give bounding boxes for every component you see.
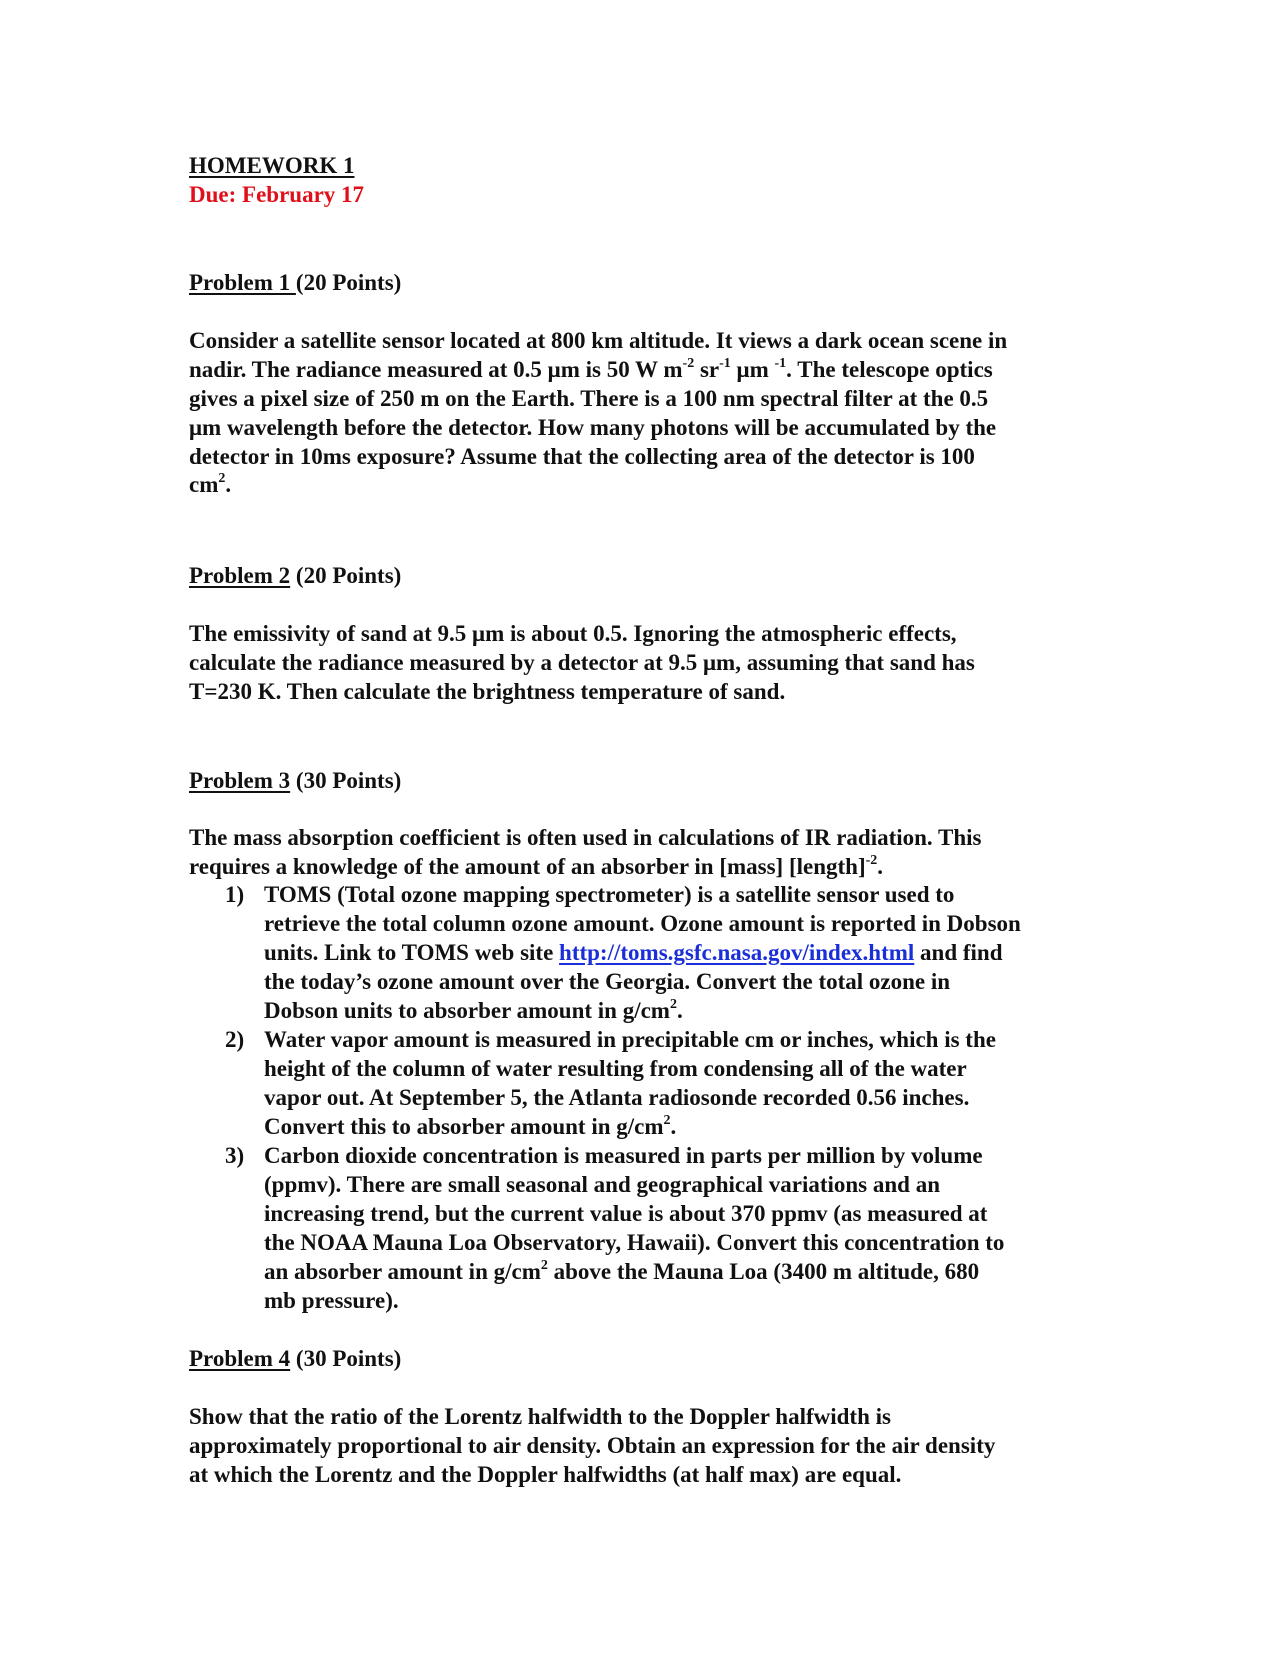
problem-4-line-2: approximately proportional to air density. Obtain an expression for the air density [189, 1433, 996, 1458]
problem-2-points: (20 Points) [290, 563, 402, 588]
item-1-number: 1) [225, 882, 245, 907]
problem-4-line-3: at which the Lorentz and the Doppler halfwidths (at half max) are equal. [189, 1462, 902, 1487]
item-3-line-1: Carbon dioxide concentration is measured in parts per million by volume [264, 1143, 983, 1168]
problem-4-heading [189, 1344, 401, 1373]
item-3-number: 3) [225, 1143, 245, 1168]
item-2-line-4: Convert this to absorber amount in $g/cm^2$. [264, 1113, 677, 1139]
problem-1-line-6: $cm^2$. [189, 471, 232, 497]
problem-4-label: Problem 4 [189, 1346, 291, 1371]
problem-3-intro-line-2: requires a knowledge of the amount of an absorber in [mass] [length]$^{-2}$. [189, 853, 884, 879]
item-1-line-4: the today’s ozone amount over the Georgia. Convert the total ozone in [264, 969, 951, 994]
problem-1-label: Problem 1 [189, 270, 296, 295]
item-1-line-2: retrieve the total column ozone amount. Ozone amount is reported in Dobson [264, 911, 1021, 936]
item-2-line-3: vapor out. At September 5, the Atlanta radiosonde recorded 0.56 inches. [264, 1085, 970, 1110]
item-2-number: 2) [225, 1027, 245, 1052]
item-3-line-6: mb pressure). [264, 1288, 399, 1313]
problem-2-line-3: T=230 K. Then calculate the brightness temperature of sand. [189, 679, 786, 704]
item-2-line-1: Water vapor amount is measured in precipitable cm or inches, which is the [264, 1027, 996, 1052]
problem-3-points: (30 Points) [290, 768, 402, 793]
problem-4-points: (30 Points) [290, 1346, 402, 1371]
problem-1-line-5: detector in 10ms exposure? Assume that the collecting area of the detector is 100 [189, 444, 975, 469]
problem-1-points: (20 Points) [295, 270, 402, 295]
item-2-line-2: height of the column of water resulting from condensing all of the water [264, 1056, 967, 1081]
homework-title: HOMEWORK 1 [189, 153, 355, 178]
problem-2-line-2: calculate the radiance measured by a detector at 9.5 μm, assuming that sand has [189, 650, 975, 675]
problem-1-line-1: Consider a satellite sensor located at 800 km altitude. It views a dark ocean scene in [189, 328, 1008, 353]
item-3-line-5: an absorber amount in $g/cm^2$ above the Mauna Loa (3400 m altitude, 680 [264, 1258, 980, 1284]
item-1-line-5: Dobson units to absorber amount in $g/cm^2$. [264, 997, 683, 1023]
item-3-line-3: increasing trend, but the current value is about 370 ppmv (as measured at [264, 1201, 988, 1226]
problem-2-line-1: The emissivity of sand at 9.5 μm is about 0.5. Ignoring the atmospheric effects, [189, 621, 957, 646]
problem-4-line-1: Show that the ratio of the Lorentz halfwidth to the Doppler halfwidth is [189, 1404, 891, 1429]
problem-1-heading [189, 268, 401, 297]
item-3-line-4: the NOAA Mauna Loa Observatory, Hawaii). Convert this concentration to [264, 1230, 1005, 1255]
due-date: Due: February 17 [189, 182, 365, 207]
item-1-line-3: units. Link to TOMS web site http://toms.gsfc.nasa.gov/index.html and find [264, 940, 1003, 965]
problem-2-heading [189, 561, 401, 590]
problem-3-label: Problem 3 [189, 768, 291, 793]
problem-2-label: Problem 2 [189, 563, 291, 588]
problem-1-line-2: nadir. The radiance measured at 0.5 μm is 50 W $m^{-2}$ $sr^{-1}$ μm $^{-1}$. The telescope optics [189, 356, 993, 382]
problem-3-heading [189, 766, 401, 795]
problem-1-line-4: μm wavelength before the detector. How many photons will be accumulated by the [189, 415, 997, 440]
toms-website-link[interactable]: http://toms.gsfc.nasa.gov/index.html [559, 940, 915, 965]
item-1-line-1: TOMS (Total ozone mapping spectrometer) is a satellite sensor used to [264, 882, 955, 907]
item-3-line-2: (ppmv). There are small seasonal and geographical variations and an [264, 1172, 941, 1197]
problem-3-intro-line-1: The mass absorption coefficient is often used in calculations of IR radiation. This [189, 825, 982, 850]
problem-1-line-3: gives a pixel size of 250 m on the Earth. There is a 100 nm spectral filter at the 0.5 [189, 386, 989, 411]
